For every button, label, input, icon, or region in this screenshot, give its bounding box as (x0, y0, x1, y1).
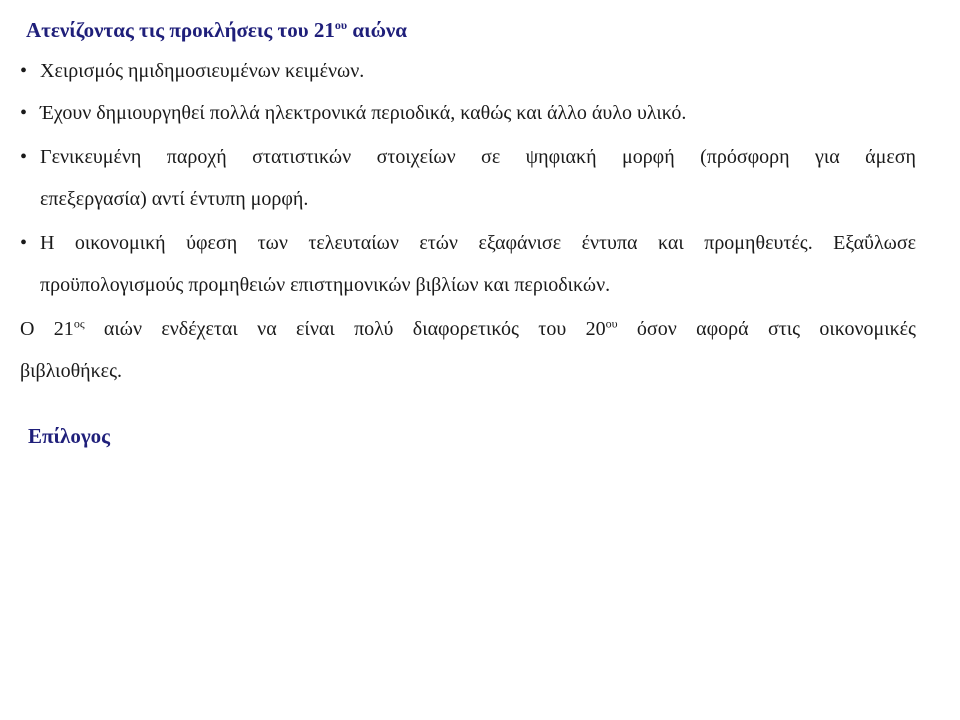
paragraph-part-3: όσον αφορά στις οικονομικές (617, 318, 916, 340)
bullet-3-line-2: επεξεργασία) αντί έντυπη μορφή. (40, 188, 309, 210)
section-heading-superscript: ου (334, 18, 348, 32)
section-heading-main: Ατενίζοντας τις προκλήσεις του 21 (26, 18, 335, 42)
paragraph-line-2: βιβλιοθήκες. (20, 360, 123, 382)
paragraph-line-1 (20, 316, 916, 342)
paragraph-superscript-2: ου (605, 316, 618, 331)
bullet-2-line-1: Έχουν δημιουργηθεί πολλά ηλεκτρονικά περιοδικά, καθώς και άλλο άυλο υλικό. (40, 102, 687, 124)
bullet-4-line-1: Η οικονομική ύφεση των τελευταίων ετών εξαφάνισε έντυπα και προμηθευτές. Εξαΰλωσε (40, 232, 916, 254)
section-heading (26, 18, 407, 43)
paragraph-part-1: Ο 21 (20, 318, 74, 340)
epilogue-heading: Επίλογος (28, 424, 111, 448)
bullet-marker: • (20, 60, 28, 82)
bullet-marker: • (20, 232, 28, 254)
section-heading-tail: αιώνα (347, 18, 408, 42)
paragraph-part-2: αιών ενδέχεται να είναι πολύ διαφορετικός του 20 (84, 318, 606, 340)
paragraph-superscript-1: ος (73, 316, 85, 331)
bullet-marker: • (20, 146, 28, 168)
bullet-4-line-2: προϋπολογισμούς προμηθειών επιστημονικών βιβλίων και περιοδικών. (40, 274, 611, 296)
bullet-marker: • (20, 102, 28, 124)
bullet-3-line-1: Γενικευμένη παροχή στατιστικών στοιχείων σε ψηφιακή μορφή (πρόσφορη για άμεση (40, 146, 916, 168)
bullet-1-line-1: Χειρισμός ημιδημοσιευμένων κειμένων. (40, 60, 365, 82)
